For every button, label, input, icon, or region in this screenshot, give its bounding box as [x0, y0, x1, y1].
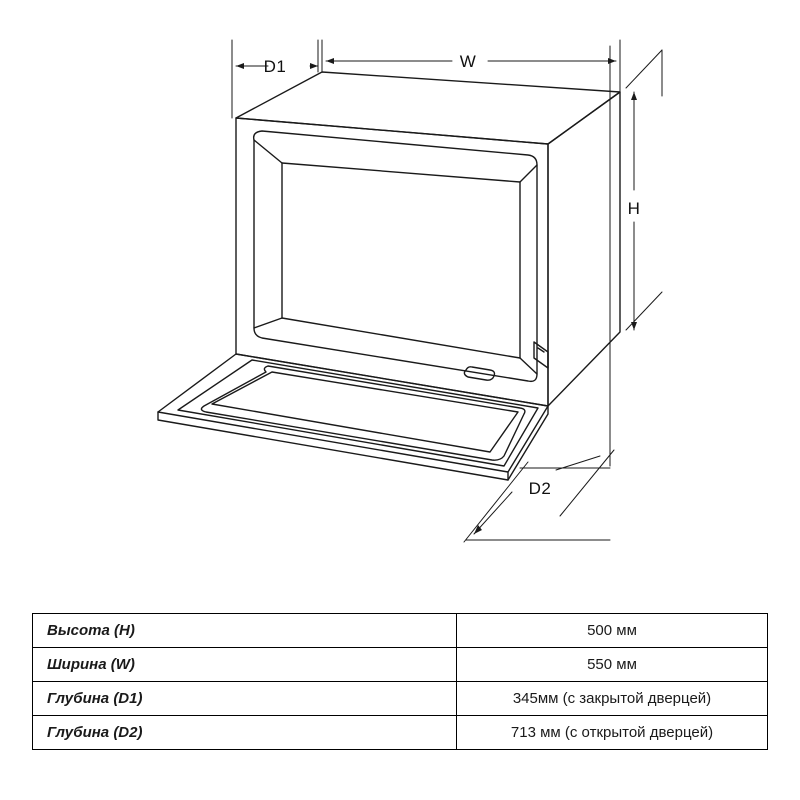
spec-name: Глубина (D2)	[33, 716, 457, 750]
appliance-body	[236, 72, 620, 406]
table-row	[33, 614, 768, 648]
open-door	[158, 342, 548, 480]
table-row	[33, 648, 768, 682]
spec-name: Ширина (W)	[33, 648, 457, 682]
spec-value: 713 мм (с открытой дверцей)	[457, 716, 768, 750]
spec-value: 550 мм	[457, 648, 768, 682]
dimension-label-d2: D2	[528, 479, 552, 498]
spec-value: 345мм (с закрытой дверцей)	[457, 682, 768, 716]
spec-name: Глубина (D1)	[33, 682, 457, 716]
table-row	[33, 716, 768, 750]
spec-value: 500 мм	[457, 614, 768, 648]
dimension-label-d1: D1	[263, 57, 287, 76]
specs-table	[32, 613, 768, 750]
spec-name: Высота (H)	[33, 614, 457, 648]
dimension-label-h: H	[627, 199, 641, 218]
dimension-label-w: W	[459, 52, 477, 71]
specs-table-container	[32, 613, 768, 750]
dimension-lines	[232, 40, 662, 542]
table-row	[33, 682, 768, 716]
